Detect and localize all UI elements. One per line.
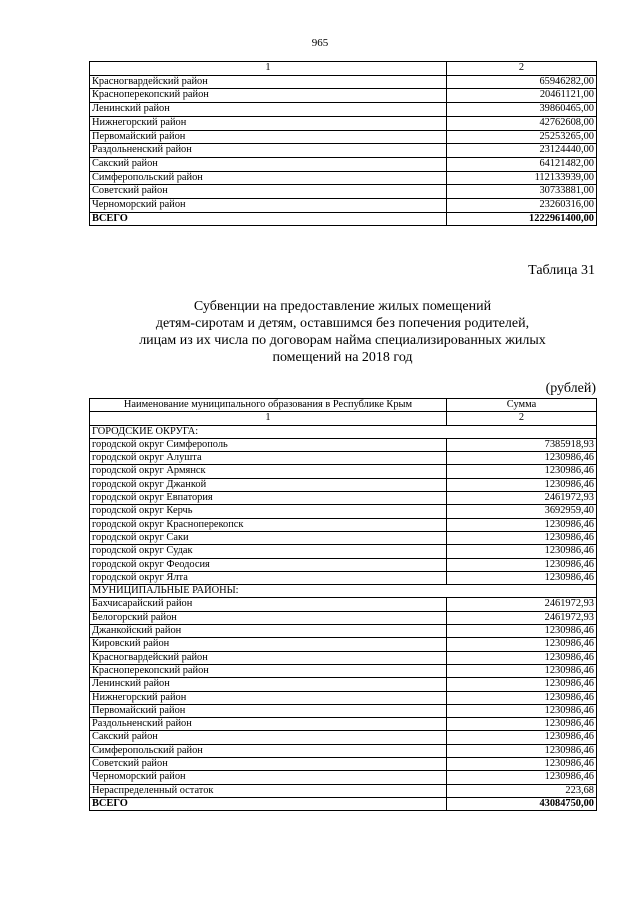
table1-body bbox=[90, 75, 597, 212]
amount-value: 30733881,00 bbox=[447, 185, 597, 199]
total-value: 1222961400,00 bbox=[447, 212, 597, 226]
subventions-table bbox=[89, 398, 597, 811]
table-row bbox=[90, 518, 597, 531]
table-row bbox=[90, 75, 597, 89]
municipality-name: городской округ Саки bbox=[90, 531, 447, 544]
districts-table-continued bbox=[89, 61, 597, 226]
amount-value: 2461972,93 bbox=[447, 611, 597, 624]
table-row bbox=[90, 89, 597, 103]
table-row bbox=[90, 704, 597, 717]
table-number: Таблица 31 bbox=[528, 263, 595, 278]
amount-value: 25253265,00 bbox=[447, 130, 597, 144]
table-row bbox=[90, 758, 597, 771]
municipality-name: Раздольненский район bbox=[90, 144, 447, 158]
amount-value: 1230986,46 bbox=[447, 638, 597, 651]
table-row bbox=[90, 116, 597, 130]
column-number-row bbox=[90, 412, 597, 425]
table-row bbox=[90, 731, 597, 744]
amount-value: 1230986,46 bbox=[447, 758, 597, 771]
amount-value: 1230986,46 bbox=[447, 731, 597, 744]
amount-value: 42762608,00 bbox=[447, 116, 597, 130]
section-row bbox=[90, 425, 597, 438]
table-row bbox=[90, 784, 597, 797]
section-heading: МУНИЦИПАЛЬНЫЕ РАЙОНЫ: bbox=[90, 585, 597, 598]
total-row bbox=[90, 212, 597, 226]
amount-value: 3692959,40 bbox=[447, 505, 597, 518]
amount-value: 65946282,00 bbox=[447, 75, 597, 89]
municipality-name: Ленинский район bbox=[90, 103, 447, 117]
amount-value: 112133939,00 bbox=[447, 171, 597, 185]
table-row bbox=[90, 744, 597, 757]
amount-value: 1230986,46 bbox=[447, 704, 597, 717]
amount-value: 1230986,46 bbox=[447, 452, 597, 465]
table-row bbox=[90, 452, 597, 465]
table-row bbox=[90, 545, 597, 558]
municipality-name: Бахчисарайский район bbox=[90, 598, 447, 611]
table-row bbox=[90, 571, 597, 584]
amount-value: 2461972,93 bbox=[447, 492, 597, 505]
table-row bbox=[90, 144, 597, 158]
municipality-name: Симферопольский район bbox=[90, 744, 447, 757]
municipality-name: Раздольненский район bbox=[90, 718, 447, 731]
table-row bbox=[90, 664, 597, 677]
municipality-name: Кировский район bbox=[90, 638, 447, 651]
municipality-name: Нижнегорский район bbox=[90, 691, 447, 704]
column-number-row bbox=[90, 62, 597, 76]
amount-value: 1230986,46 bbox=[447, 771, 597, 784]
amount-value: 1230986,46 bbox=[447, 718, 597, 731]
amount-value: 223,68 bbox=[447, 784, 597, 797]
amount-value: 2461972,93 bbox=[447, 598, 597, 611]
municipality-name: Красногвардейский район bbox=[90, 75, 447, 89]
table-row bbox=[90, 157, 597, 171]
amount-value: 1230986,46 bbox=[447, 744, 597, 757]
unit-label: (рублей) bbox=[545, 381, 596, 396]
amount-value: 64121482,00 bbox=[447, 157, 597, 171]
municipality-name: городской округ Феодосия bbox=[90, 558, 447, 571]
title-line: детям-сиротам и детям, оставшимся без попечения родителей, bbox=[155, 316, 530, 331]
table-row bbox=[90, 505, 597, 518]
table-row bbox=[90, 611, 597, 624]
municipality-name: городской округ Алушта bbox=[90, 452, 447, 465]
municipality-name: Сакский район bbox=[90, 731, 447, 744]
section-row bbox=[90, 585, 597, 598]
amount-value: 1230986,46 bbox=[447, 678, 597, 691]
title-line: лицам из их числа по договорам найма специализированных жилых bbox=[139, 333, 546, 348]
table-row bbox=[90, 103, 597, 117]
municipality-name: Советский район bbox=[90, 758, 447, 771]
amount-value: 1230986,46 bbox=[447, 478, 597, 491]
column-number-1: 1 bbox=[90, 412, 447, 425]
municipality-name: городской округ Джанкой bbox=[90, 478, 447, 491]
municipality-name: Белогорский район bbox=[90, 611, 447, 624]
table-row bbox=[90, 492, 597, 505]
table-row bbox=[90, 185, 597, 199]
table-row bbox=[90, 625, 597, 638]
municipality-name: городской округ Красноперекопск bbox=[90, 518, 447, 531]
amount-value: 7385918,93 bbox=[447, 438, 597, 451]
table-row bbox=[90, 171, 597, 185]
table-row bbox=[90, 531, 597, 544]
total-label: ВСЕГО bbox=[90, 797, 447, 810]
table-row bbox=[90, 651, 597, 664]
column-header-name: Наименование муниципального образования в Республике Крым bbox=[90, 399, 447, 412]
title-line: Субвенции на предоставление жилых помещений bbox=[193, 299, 492, 314]
table-row bbox=[90, 598, 597, 611]
header-row bbox=[90, 399, 597, 412]
municipality-name: городской округ Ялта bbox=[90, 571, 447, 584]
section-heading: ГОРОДСКИЕ ОКРУГА: bbox=[90, 425, 597, 438]
table-row bbox=[90, 771, 597, 784]
table-row bbox=[90, 558, 597, 571]
amount-value: 39860465,00 bbox=[447, 103, 597, 117]
municipality-name: городской округ Судак bbox=[90, 545, 447, 558]
table-row bbox=[90, 718, 597, 731]
municipality-name: городской округ Евпатория bbox=[90, 492, 447, 505]
page-number: 965 bbox=[311, 37, 329, 49]
amount-value: 1230986,46 bbox=[447, 691, 597, 704]
column-number-2: 2 bbox=[447, 412, 597, 425]
table2-body bbox=[90, 425, 597, 797]
municipality-name: Красногвардейский район bbox=[90, 651, 447, 664]
amount-value: 1230986,46 bbox=[447, 531, 597, 544]
municipality-name: Симферопольский район bbox=[90, 171, 447, 185]
amount-value: 23124440,00 bbox=[447, 144, 597, 158]
municipality-name: Джанкойский район bbox=[90, 625, 447, 638]
municipality-name: Ленинский район bbox=[90, 678, 447, 691]
municipality-name: Черноморский район bbox=[90, 199, 447, 213]
municipality-name: Советский район bbox=[90, 185, 447, 199]
column-number-2: 2 bbox=[447, 62, 597, 76]
amount-value: 20461121,00 bbox=[447, 89, 597, 103]
municipality-name: Нераспределенный остаток bbox=[90, 784, 447, 797]
municipality-name: городской округ Керчь bbox=[90, 505, 447, 518]
table-title bbox=[100, 298, 585, 366]
table-row bbox=[90, 678, 597, 691]
municipality-name: Нижнегорский район bbox=[90, 116, 447, 130]
total-value: 43084750,00 bbox=[447, 797, 597, 810]
amount-value: 23260316,00 bbox=[447, 199, 597, 213]
municipality-name: Сакский район bbox=[90, 157, 447, 171]
table-row bbox=[90, 438, 597, 451]
total-row bbox=[90, 797, 597, 810]
amount-value: 1230986,46 bbox=[447, 664, 597, 677]
municipality-name: Черноморский район bbox=[90, 771, 447, 784]
table-row bbox=[90, 478, 597, 491]
table-row bbox=[90, 691, 597, 704]
table-row bbox=[90, 465, 597, 478]
amount-value: 1230986,46 bbox=[447, 518, 597, 531]
column-header-sum: Сумма bbox=[447, 399, 597, 412]
table-row bbox=[90, 638, 597, 651]
municipality-name: Первомайский район bbox=[90, 130, 447, 144]
table-row bbox=[90, 130, 597, 144]
amount-value: 1230986,46 bbox=[447, 571, 597, 584]
municipality-name: Красноперекопский район bbox=[90, 89, 447, 103]
municipality-name: городской округ Симферополь bbox=[90, 438, 447, 451]
amount-value: 1230986,46 bbox=[447, 465, 597, 478]
total-label: ВСЕГО bbox=[90, 212, 447, 226]
table-row bbox=[90, 199, 597, 213]
amount-value: 1230986,46 bbox=[447, 625, 597, 638]
amount-value: 1230986,46 bbox=[447, 545, 597, 558]
municipality-name: Красноперекопский район bbox=[90, 664, 447, 677]
amount-value: 1230986,46 bbox=[447, 651, 597, 664]
municipality-name: городской округ Армянск bbox=[90, 465, 447, 478]
amount-value: 1230986,46 bbox=[447, 558, 597, 571]
column-number-1: 1 bbox=[90, 62, 447, 76]
municipality-name: Первомайский район bbox=[90, 704, 447, 717]
title-line: помещений на 2018 год bbox=[272, 350, 413, 365]
